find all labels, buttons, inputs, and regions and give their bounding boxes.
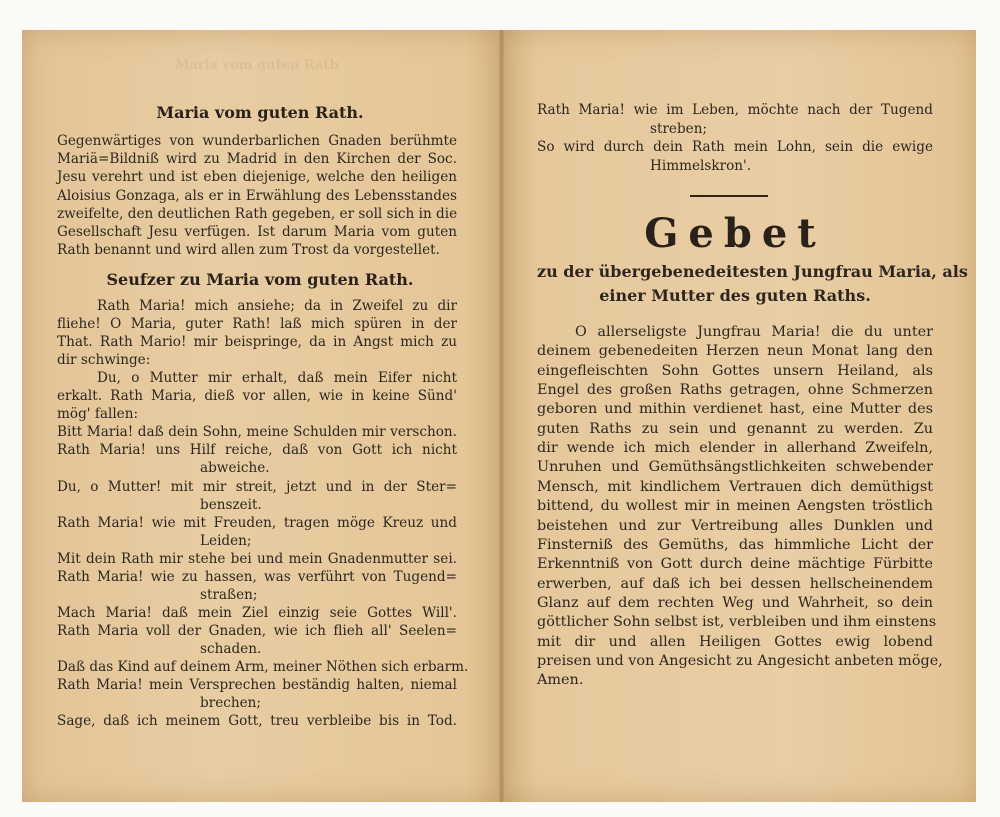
body-line: Mensch, mit kindlichem Vertrauen dich demüthigst [537, 478, 933, 495]
body-line: Glanz auf dem rechten Weg und Wahrheit, so dein [537, 594, 933, 611]
verse-line: Himmelskron'. [650, 157, 752, 174]
body-line: deinem gebenedeiten Herzen neun Monat lang den [537, 343, 933, 360]
body-line: O allerseligste Jungfrau Maria! die du unter [575, 324, 933, 340]
body-line: Unruhen und Gemüthsängstlichkeiten schwebender [537, 459, 933, 476]
prayer-line: Bitt Maria! daß dein Sohn, meine Schulden mir verschon. [57, 424, 457, 441]
center-fold [499, 30, 504, 802]
body-line: Finsterniß des Gemüths, das himmliche Licht der [537, 536, 933, 553]
left-title: Maria vom guten Rath. [156, 103, 364, 122]
prayer-line: straßen; [200, 586, 258, 603]
body-line: eingefleischten Sohn Gottes unsern Heiland, als [537, 362, 933, 379]
prayer-line: Daß das Kind auf deinem Arm, meiner Nöthen sich erbarm. [57, 659, 469, 675]
prayer-line: Rath Maria! wie mit Freuden, tragen möge Kreuz und [57, 514, 457, 531]
body-line: bittend, du wollest mir in meinen Aengsten tröstlich [537, 498, 933, 515]
subtitle-line: einer Mutter des guten Raths. [599, 286, 871, 305]
prayer-line: benszeit. [200, 496, 262, 513]
prayer-line: abweiche. [200, 460, 270, 477]
body-line: guten Raths zu sein und genannt zu werden. Zu [537, 420, 933, 437]
prayer-line: Du, o Mutter! mit mir streit, jetzt und in der Ster= [57, 478, 457, 495]
intro-line: Jesu verehrt und ist eben diejenige, welche den heiligen [57, 169, 457, 186]
intro-line: Gesellschaft Jesu verfügen. Ist darum Maria vom guten [57, 224, 457, 240]
prayer-line: That. Rath Mario! mir beispringe, da in Angst mich zu [57, 334, 457, 351]
body-line: preisen und von Angesicht zu Angesicht anbeten möge, [537, 652, 943, 669]
divider-rule [690, 195, 768, 197]
intro-line: Rath benannt und wird allen zum Trost da vorgestellet. [57, 242, 440, 259]
prayer-line: Leiden; [200, 532, 252, 549]
body-line: göttlicher Sohn selbst ist, verbleiben und ihm einstens [537, 614, 937, 631]
gebet-title: Gebet [644, 210, 826, 257]
bleed-through-header: Maria vom guten Rath [175, 58, 339, 73]
intro-line: zweifelte, den deutlichen Rath gegeben, er soll sich in die [57, 205, 458, 222]
verse-line: streben; [650, 120, 708, 137]
subtitle-line: zu der übergebenedeitesten Jungfrau Maria, als [537, 262, 968, 281]
body-line: geboren und mithin verdienet hast, eine Mutter des [537, 401, 933, 418]
prayer-line: brechen; [200, 695, 261, 712]
body-line: erwerben, auf daß ich bei dessen hellscheinendem [537, 575, 933, 592]
prayer-line: Mach Maria! daß mein Ziel einzig seie Gottes Will'. [57, 604, 457, 621]
prayer-line: Rath Maria! mein Versprechen beständig halten, niemal [57, 677, 457, 694]
prayer-line: fliehe! O Maria, guter Rath! laß mich spüren in der [57, 316, 457, 333]
intro-line: Aloisius Gonzaga, als er in Erwählung des Lebensstandes [57, 187, 457, 204]
intro-line: Gegenwärtiges von wunderbarlichen Gnaden berühmte [57, 133, 457, 149]
body-line: Engel des großen Raths getragen, ohne Schmerzen [537, 382, 933, 399]
prayer-line: Rath Maria! wie zu hassen, was verführt von Tugend= [57, 568, 457, 585]
intro-line: Mariä=Bildniß wird zu Madrid in den Kirchen der Soc. [57, 151, 457, 168]
body-line: mit dir und allen Heiligen Gottes ewig lobend [537, 633, 933, 650]
prayer-line: Rath Maria! mich ansiehe; da in Zweifel zu dir [97, 298, 457, 314]
body-line: Erkenntniß von Gott durch deine mächtige Fürbitte [537, 556, 933, 573]
prayer-line: Rath Maria voll der Gnaden, wie ich flieh all' Seelen= [57, 622, 457, 639]
prayer-line: mög' fallen: [57, 406, 139, 423]
verse-line: So wird durch dein Rath mein Lohn, sein die ewige [537, 139, 933, 155]
body-line: dir wende ich mich elender in allerhand Zweifeln, [537, 440, 933, 457]
prayer-line: Mit dein Rath mir stehe bei und mein Gnadenmutter sei. [57, 550, 457, 567]
prayer-line: Sage, daß ich meinem Gott, treu verbleibe bis in Tod. [57, 713, 457, 730]
prayer-line: Rath Maria! uns Hilf reiche, daß von Gott ich nicht [57, 442, 457, 459]
left-subtitle: Seufzer zu Maria vom guten Rath. [106, 270, 414, 289]
prayer-line: Du, o Mutter mir erhalt, daß mein Eifer nicht [97, 370, 457, 387]
prayer-line: dir schwinge: [57, 352, 151, 369]
prayer-line: schaden. [200, 640, 262, 657]
body-line: Amen. [537, 672, 584, 689]
prayer-line: erkalt. Rath Maria, dieß vor allen, wie in keine Sünd' [57, 388, 457, 405]
verse-line: Rath Maria! wie im Leben, möchte nach der Tugend [537, 102, 933, 118]
body-line: beistehen und zur Vertreibung alles Dunklen und [537, 517, 933, 534]
